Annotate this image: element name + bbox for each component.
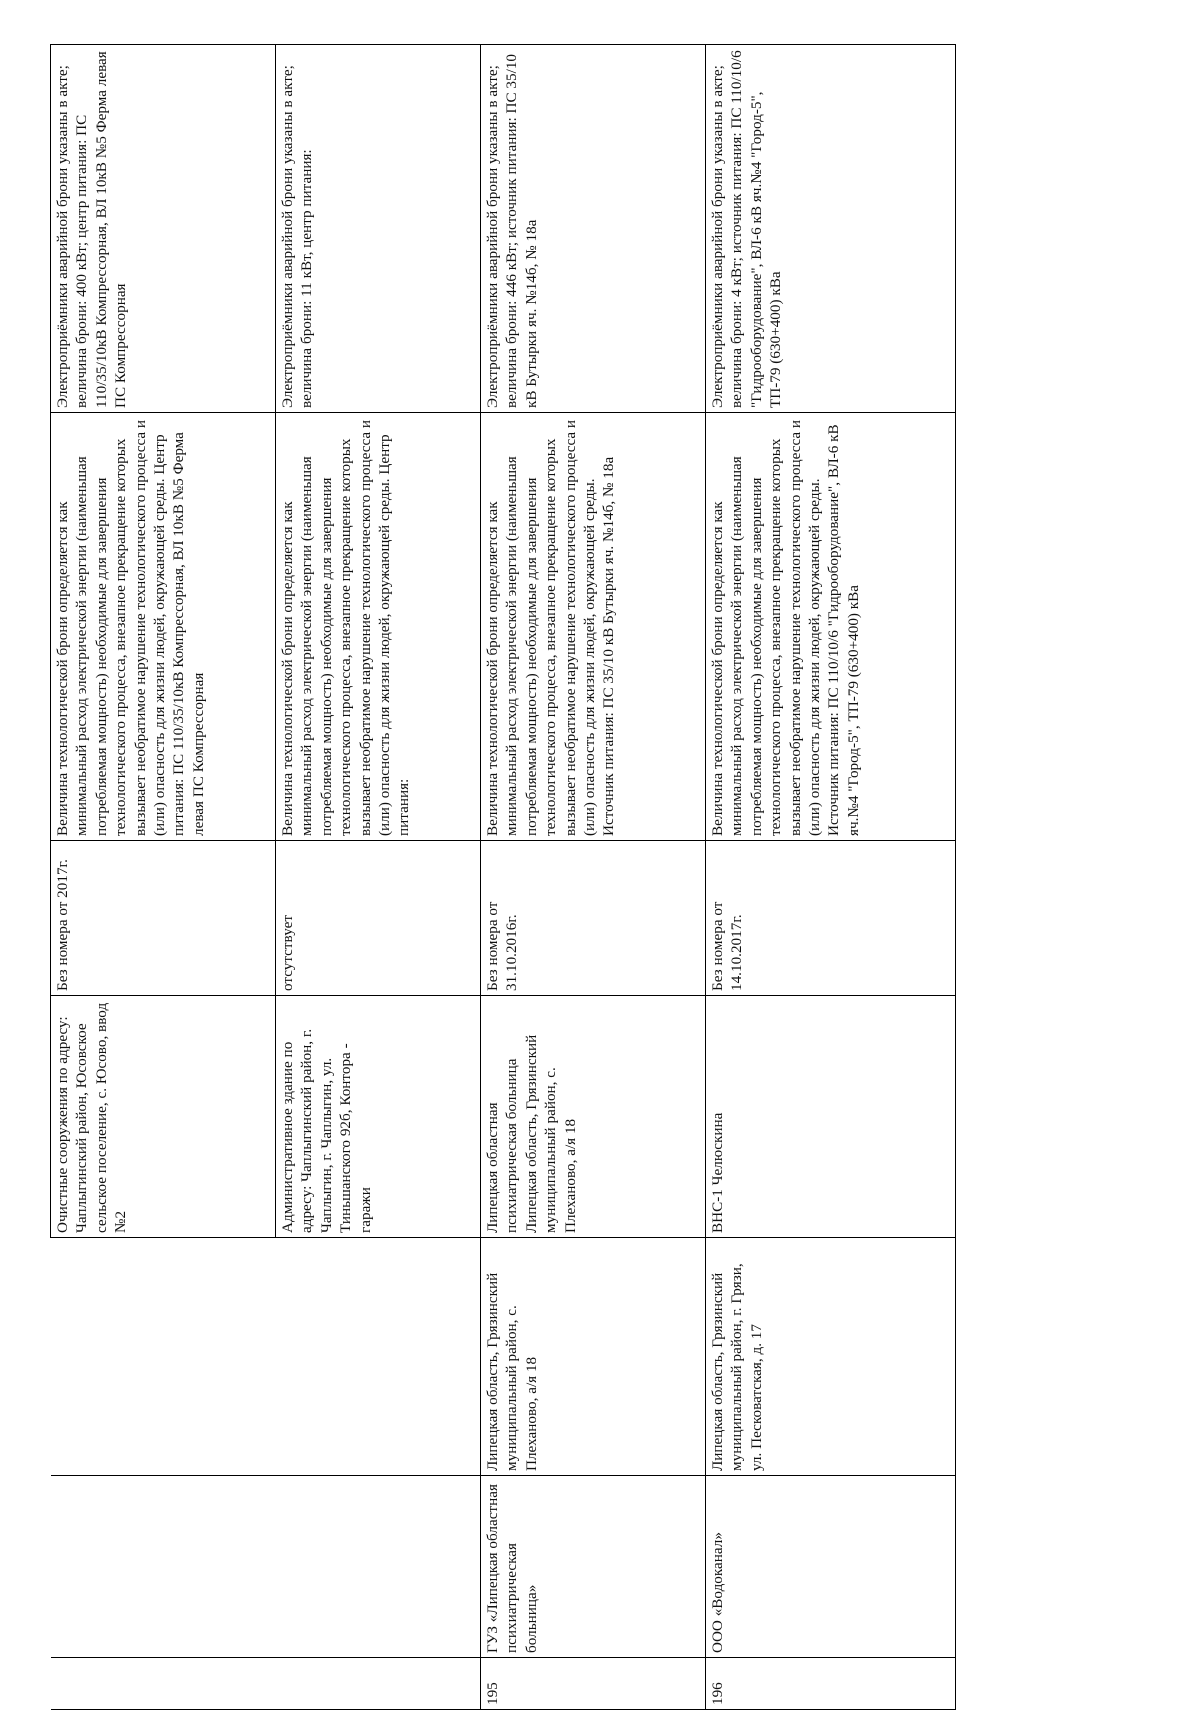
table-row xyxy=(51,45,276,1710)
rotated-table-frame xyxy=(50,45,1010,1710)
row-number-cell xyxy=(51,1658,276,1710)
organization-cell xyxy=(276,1476,481,1658)
organization-cell xyxy=(51,1476,276,1658)
emergency-reserve-cell: Электроприёмники аварийной брони указаны в акте; величина брони: 11 кВт, центр питания: xyxy=(276,45,481,413)
emergency-reserve-cell: Электроприёмники аварийной брони указаны в акте; величина брони: 446 кВт; источник питания: ПС 35/10 кВ Бутырки яч. №14б, № 18а xyxy=(481,45,706,413)
act-cell: Без номера от 31.10.2016г. xyxy=(481,841,706,996)
address-cell: Липецкая область, Грязинский муниципальный район, с. Плеханово, а/я 18 xyxy=(481,1238,706,1476)
table-row xyxy=(481,45,706,1710)
emergency-reserve-cell: Электроприёмники аварийной брони указаны в акте; величина брони: 4 кВт; источник питания: ПС 110/10/6 "Гидрооборудование", ВЛ-6 кВ яч.№4 "Город-5", ТП-79 (630+400) кВа xyxy=(706,45,956,413)
object-cell: ВНС-1 Челюскина xyxy=(706,996,956,1238)
emergency-reserve-cell: Электроприёмники аварийной брони указаны в акте; величина брони: 400 кВт; центр питания: ПС 110/35/10кВ Компрессорная, ВЛ 10кВ №5 Ферма левая ПС Компрессорная xyxy=(51,45,276,413)
tech-reserve-cell: Величина технологической брони определяется как минимальный расход электрической энергии (наименьшая потребляемая мощность) необходимые для завершения технологического процесса, внезапное прекращение которых вызывает необратимое нарушение технологического процесса и (или) опасность для жизни людей, окружающей среды. Источник питания: ПС 110/10/6 "Гидрооборудование", ВЛ-6 кВ яч.№4 "Город-5", ТП-79 (630+400) кВа xyxy=(706,413,956,841)
address-cell xyxy=(276,1238,481,1476)
backup-power-table xyxy=(50,44,956,1710)
act-cell: Без номера от 14.10.2017г. xyxy=(706,841,956,996)
organization-cell: ГУЗ «Липецкая областная психиатрическая больница» xyxy=(481,1476,706,1658)
act-cell: отсутствует xyxy=(276,841,481,996)
address-cell: Липецкая область, Грязинский муниципальный район, г. Грязи, ул. Песковатская, д. 17 xyxy=(706,1238,956,1476)
row-number-cell xyxy=(276,1658,481,1710)
row-number-cell: 195 xyxy=(481,1658,706,1710)
object-cell: Очистные сооружения по адресу: Чаплыгинский район, Юсовское сельское поселение, с. Юсово, ввод №2 xyxy=(51,996,276,1238)
object-cell: Липецкая областная психиатрическая больница Липецкая область, Грязинский муниципальный район, с. Плеханово, а/я 18 xyxy=(481,996,706,1238)
table-row xyxy=(706,45,956,1710)
tech-reserve-cell: Величина технологической брони определяется как минимальный расход электрической энергии (наименьшая потребляемая мощность) необходимые для завершения технологического процесса, внезапное прекращение которых вызывает необратимое нарушение технологического процесса и (или) опасность для жизни людей, окружающей среды. Источник питания: ПС 35/10 кВ Бутырки яч. №14б, № 18а xyxy=(481,413,706,841)
address-cell xyxy=(51,1238,276,1476)
row-number-cell: 196 xyxy=(706,1658,956,1710)
tech-reserve-cell: Величина технологической брони определяется как минимальный расход электрической энергии (наименьшая потребляемая мощность) необходимые для завершения технологического процесса, внезапное прекращение которых вызывает необратимое нарушение технологического процесса и (или) опасность для жизни людей, окружающей среды. Центр питания: xyxy=(276,413,481,841)
act-cell: Без номера от 2017г. xyxy=(51,841,276,996)
tech-reserve-cell: Величина технологической брони определяется как минимальный расход электрической энергии (наименьшая потребляемая мощность) необходимые для завершения технологического процесса, внезапное прекращение которых вызывает необратимое нарушение технологического процесса и (или) опасность для жизни людей, окружающей среды. Центр питания: ПС 110/35/10кВ Компрессорная, ВЛ 10кВ №5 Ферма левая ПС Компрессорная xyxy=(51,413,276,841)
organization-cell: ООО «Водоканал» xyxy=(706,1476,956,1658)
table-row xyxy=(276,45,481,1710)
object-cell: Административное здание по адресу: Чаплыгинский район, г. Чаплыгин, г. Чаплыгин, ул. Тиньшанского 92б, Контора - гаражи xyxy=(276,996,481,1238)
